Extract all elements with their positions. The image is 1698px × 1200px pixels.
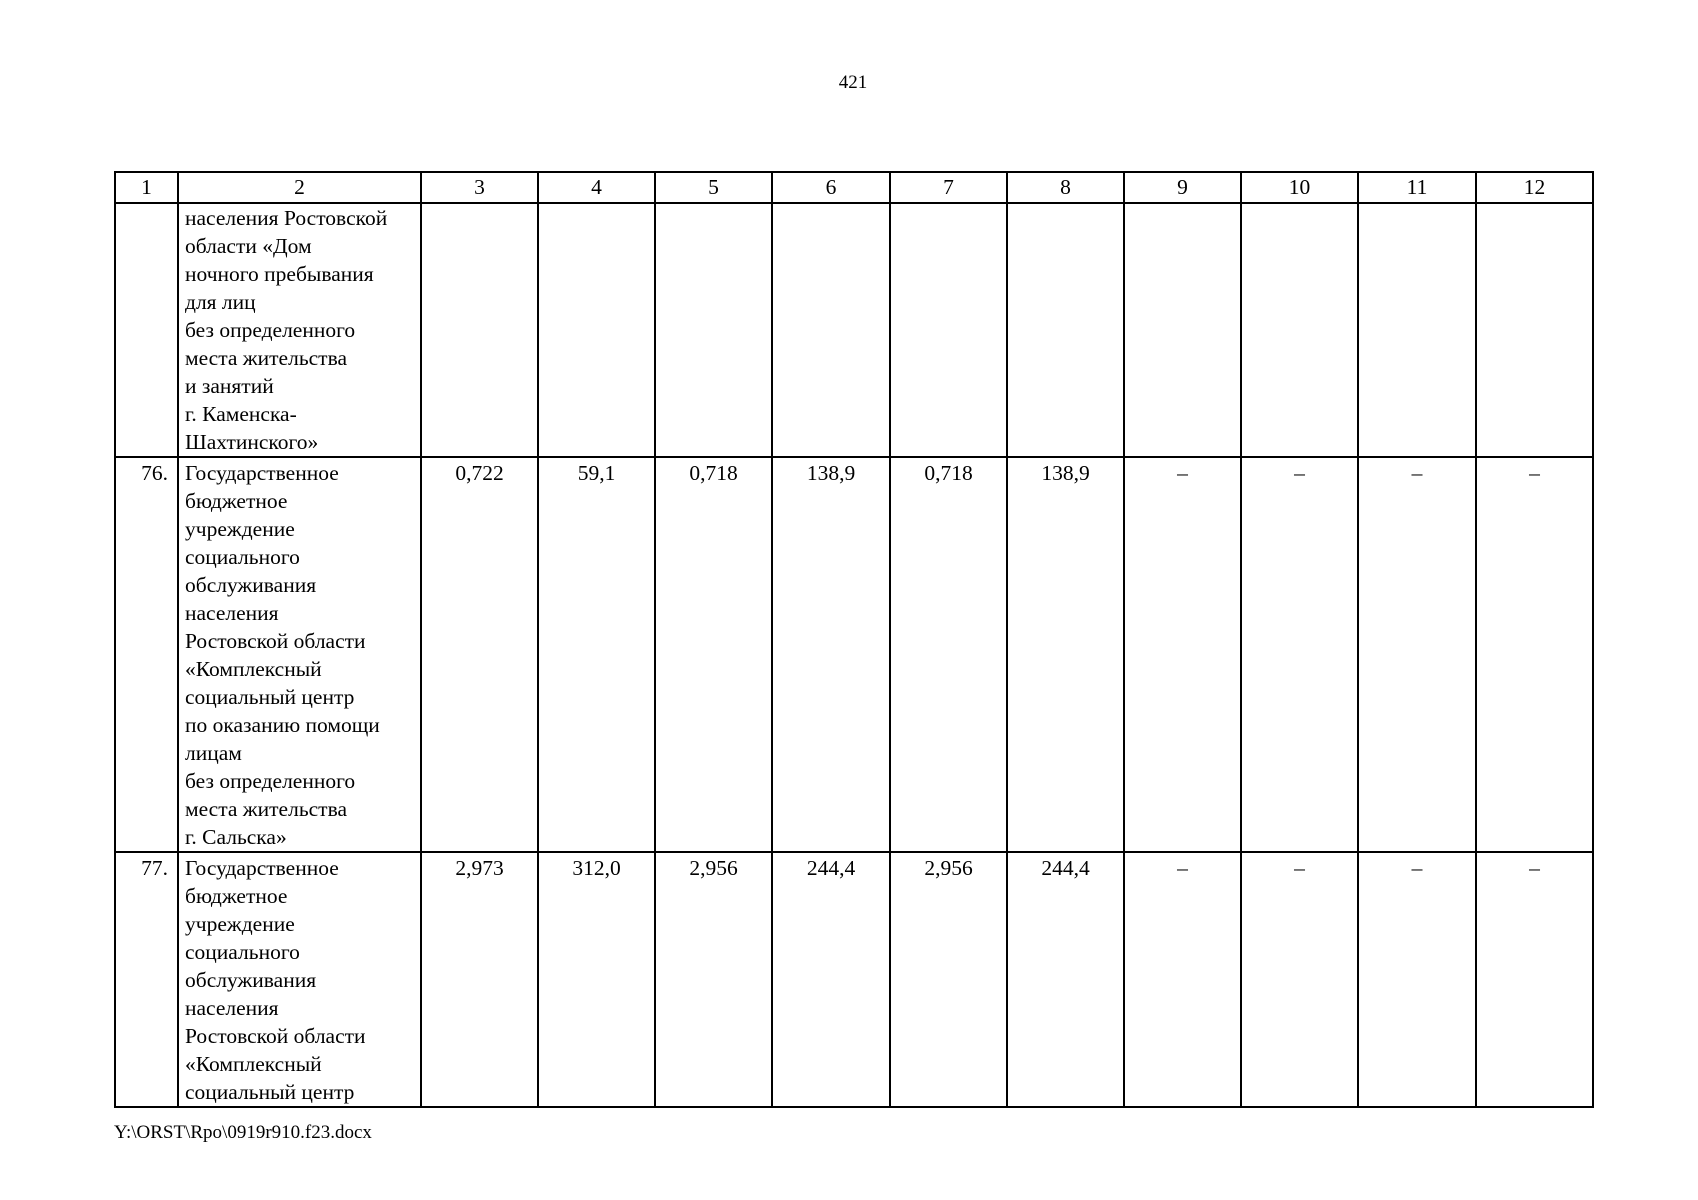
table-cell (1358, 203, 1476, 457)
table-cell (421, 203, 538, 457)
row-number: 76. (115, 457, 178, 852)
data-table (114, 171, 1594, 1108)
table-cell: – (1124, 852, 1241, 1107)
table-cell: 138,9 (772, 457, 890, 852)
table-cell: – (1124, 457, 1241, 852)
table-row (115, 852, 1593, 1107)
table-cell: 138,9 (1007, 457, 1124, 852)
table-cell: – (1358, 457, 1476, 852)
table-cell: – (1241, 457, 1358, 852)
table-cell: 2,973 (421, 852, 538, 1107)
table-cell: – (1476, 457, 1593, 852)
table-row (115, 457, 1593, 852)
column-header: 9 (1124, 172, 1241, 203)
table-cell (890, 203, 1007, 457)
column-header: 3 (421, 172, 538, 203)
row-number (115, 203, 178, 457)
column-header: 4 (538, 172, 655, 203)
table-cell: 244,4 (1007, 852, 1124, 1107)
column-header: 1 (115, 172, 178, 203)
table-cell: 0,718 (655, 457, 772, 852)
table-header-row (115, 172, 1593, 203)
table-cell (1476, 203, 1593, 457)
table-cell: 2,956 (890, 852, 1007, 1107)
table-cell (655, 203, 772, 457)
table-cell (1241, 203, 1358, 457)
table-cell: 244,4 (772, 852, 890, 1107)
column-header: 10 (1241, 172, 1358, 203)
table-cell: – (1241, 852, 1358, 1107)
table-cell: 59,1 (538, 457, 655, 852)
table-cell: 2,956 (655, 852, 772, 1107)
file-path-footer: Y:\ORST\Rpo\0919r910.f23.docx (114, 1122, 372, 1143)
table-cell: 312,0 (538, 852, 655, 1107)
table-cell (538, 203, 655, 457)
column-header: 12 (1476, 172, 1593, 203)
column-header: 8 (1007, 172, 1124, 203)
institution-name: Государственное бюджетное учреждение социального обслуживания населения Ростовской области «Комплексный социальный центр по оказанию помощи лицам без определенного места жительства г. Сальска» (178, 457, 421, 852)
column-header: 6 (772, 172, 890, 203)
column-header: 2 (178, 172, 421, 203)
page-number: 421 (838, 72, 868, 93)
table-cell: – (1358, 852, 1476, 1107)
table-cell: – (1476, 852, 1593, 1107)
table-cell (1124, 203, 1241, 457)
column-header: 11 (1358, 172, 1476, 203)
institution-name: Государственное бюджетное учреждение социального обслуживания населения Ростовской области «Комплексный социальный центр (178, 852, 421, 1107)
row-number: 77. (115, 852, 178, 1107)
table-cell: 0,718 (890, 457, 1007, 852)
column-header: 7 (890, 172, 1007, 203)
table-cell (1007, 203, 1124, 457)
institution-name: населения Ростовской области «Дом ночного пребывания для лиц без определенного места жительства и занятий г. Каменска- Шахтинского» (178, 203, 421, 457)
table-cell (772, 203, 890, 457)
column-header: 5 (655, 172, 772, 203)
table-row (115, 203, 1593, 457)
table-cell: 0,722 (421, 457, 538, 852)
